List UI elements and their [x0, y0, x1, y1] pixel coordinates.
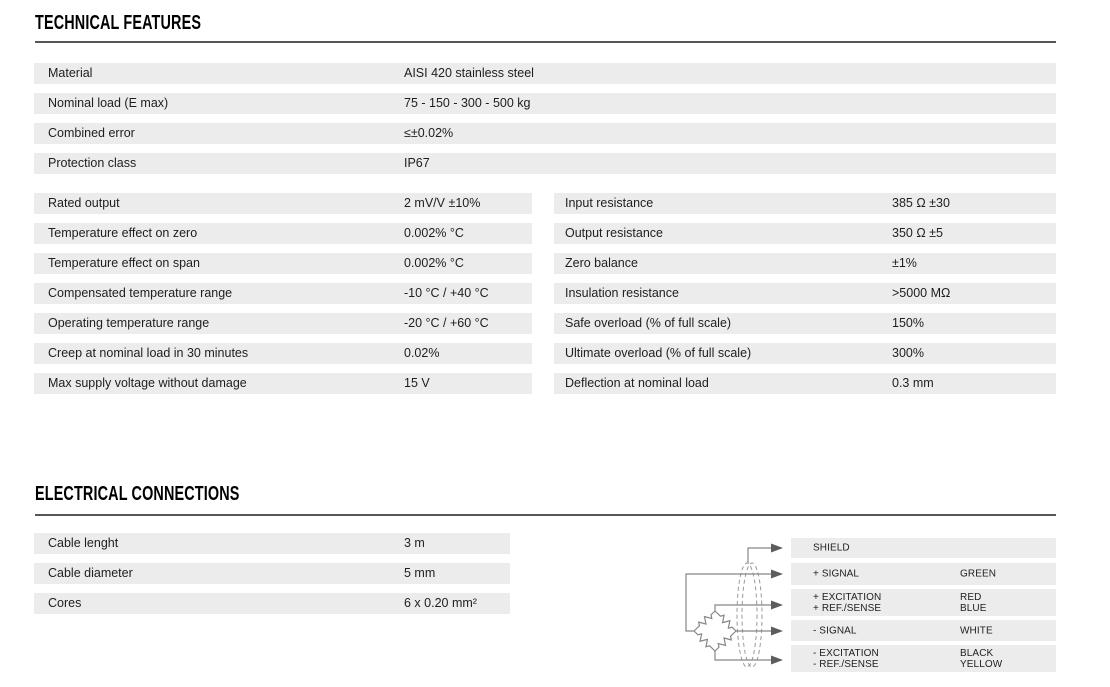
spec-value: ±1% [892, 256, 917, 270]
wire-color: WHITE [960, 625, 993, 636]
spec-value: 300% [892, 346, 924, 360]
spec-row [34, 63, 1056, 84]
technical-features-left-table [34, 193, 532, 403]
spec-value: 15 V [404, 376, 430, 390]
cable-shield-ellipse-icon [737, 563, 762, 667]
technical-features-general-table [34, 63, 1056, 183]
wire-color: GREEN [960, 568, 997, 580]
spec-row [34, 93, 1056, 114]
spec-value: 0.02% [404, 346, 440, 360]
spec-label: Ultimate overload (% of full scale) [565, 346, 752, 360]
spec-row [34, 153, 1056, 174]
spec-value: 0.3 mm [892, 376, 934, 390]
spec-label: Deflection at nominal load [565, 376, 709, 390]
spec-label: Cable lenght [48, 536, 119, 550]
spec-value: -20 °C / +60 °C [404, 316, 489, 330]
spec-label: Nominal load (E max) [48, 96, 169, 110]
wire-label: SHIELD [813, 542, 850, 554]
wire-color: BLUE [960, 602, 987, 614]
spec-label: Operating temperature range [48, 316, 210, 330]
spec-value: 5 mm [404, 566, 436, 580]
wire-label: + EXCITATION [813, 591, 882, 603]
electrical-connections-table [34, 533, 510, 623]
wire-label: - EXCITATION [813, 647, 879, 659]
wiring-lines [686, 548, 772, 660]
spec-label: Insulation resistance [565, 286, 679, 300]
spec-value: 0.002% °C [404, 226, 464, 240]
spec-row [34, 373, 532, 394]
wire-row-minus-signal [791, 620, 1056, 641]
section-divider [35, 514, 1056, 516]
spec-value: 75 - 150 - 300 - 500 kg [404, 96, 531, 110]
wire-label: + SIGNAL [813, 568, 860, 580]
spec-row [34, 313, 532, 334]
wire-color: RED [960, 591, 982, 603]
spec-label: Output resistance [565, 226, 663, 240]
spec-row [34, 533, 510, 554]
spec-label: Combined error [48, 126, 135, 140]
spec-value: ≤±0.02% [404, 126, 454, 140]
spec-row [554, 223, 1056, 244]
spec-label: Compensated temperature range [48, 286, 233, 300]
spec-value: 385 Ω ±30 [892, 196, 950, 210]
spec-row [34, 283, 532, 304]
spec-value: 350 Ω ±5 [892, 226, 943, 240]
spec-label: Input resistance [565, 196, 654, 210]
spec-value: 2 mV/V ±10% [404, 196, 481, 210]
wire-row-shield [791, 538, 1056, 558]
spec-label: Safe overload (% of full scale) [565, 316, 732, 330]
arrow-icons [771, 544, 783, 665]
spec-row [554, 193, 1056, 214]
spec-value: AISI 420 stainless steel [404, 66, 534, 80]
spec-row [34, 123, 1056, 144]
spec-label: Zero balance [565, 256, 638, 270]
spec-value: -10 °C / +40 °C [404, 286, 489, 300]
spec-value: 0.002% °C [404, 256, 464, 270]
wire-label: - SIGNAL [813, 625, 857, 636]
spec-label: Protection class [48, 156, 137, 170]
spec-row [34, 223, 532, 244]
spec-row [34, 193, 532, 214]
technical-features-title: TECHNICAL FEATURES [35, 12, 202, 34]
spec-value: >5000 MΩ [892, 286, 951, 300]
spec-label: Temperature effect on span [48, 256, 200, 270]
wire-color: YELLOW [960, 658, 1003, 670]
bridge-wiring-diagram-icon [670, 535, 800, 685]
spec-label: Material [48, 66, 93, 80]
spec-value: IP67 [404, 156, 430, 170]
wire-row-plus-excitation [791, 589, 1056, 616]
spec-label: Max supply voltage without damage [48, 376, 247, 390]
wire-label: - REF./SENSE [813, 658, 879, 670]
section-divider [35, 41, 1056, 43]
spec-row [34, 343, 532, 364]
spec-label: Creep at nominal load in 30 minutes [48, 346, 249, 360]
spec-row [34, 593, 510, 614]
spec-value: 6 x 0.20 mm² [404, 596, 477, 610]
spec-row [34, 563, 510, 584]
spec-label: Rated output [48, 196, 120, 210]
wire-row-plus-signal [791, 563, 1056, 585]
spec-value: 150% [892, 316, 924, 330]
spec-label: Cable diameter [48, 566, 133, 580]
spec-row [34, 253, 532, 274]
spec-row [554, 253, 1056, 274]
wire-color: BLACK [960, 647, 994, 659]
electrical-connections-title: ELECTRICAL CONNECTIONS [35, 483, 240, 505]
wire-row-minus-excitation [791, 645, 1056, 672]
spec-value: 3 m [404, 536, 425, 550]
spec-label: Cores [48, 596, 82, 610]
wire-label: + REF./SENSE [813, 602, 882, 614]
spec-row [554, 283, 1056, 304]
spec-label: Temperature effect on zero [48, 226, 198, 240]
spec-row [554, 373, 1056, 394]
spec-row [554, 313, 1056, 334]
technical-features-right-table [554, 193, 1056, 403]
spec-row [554, 343, 1056, 364]
